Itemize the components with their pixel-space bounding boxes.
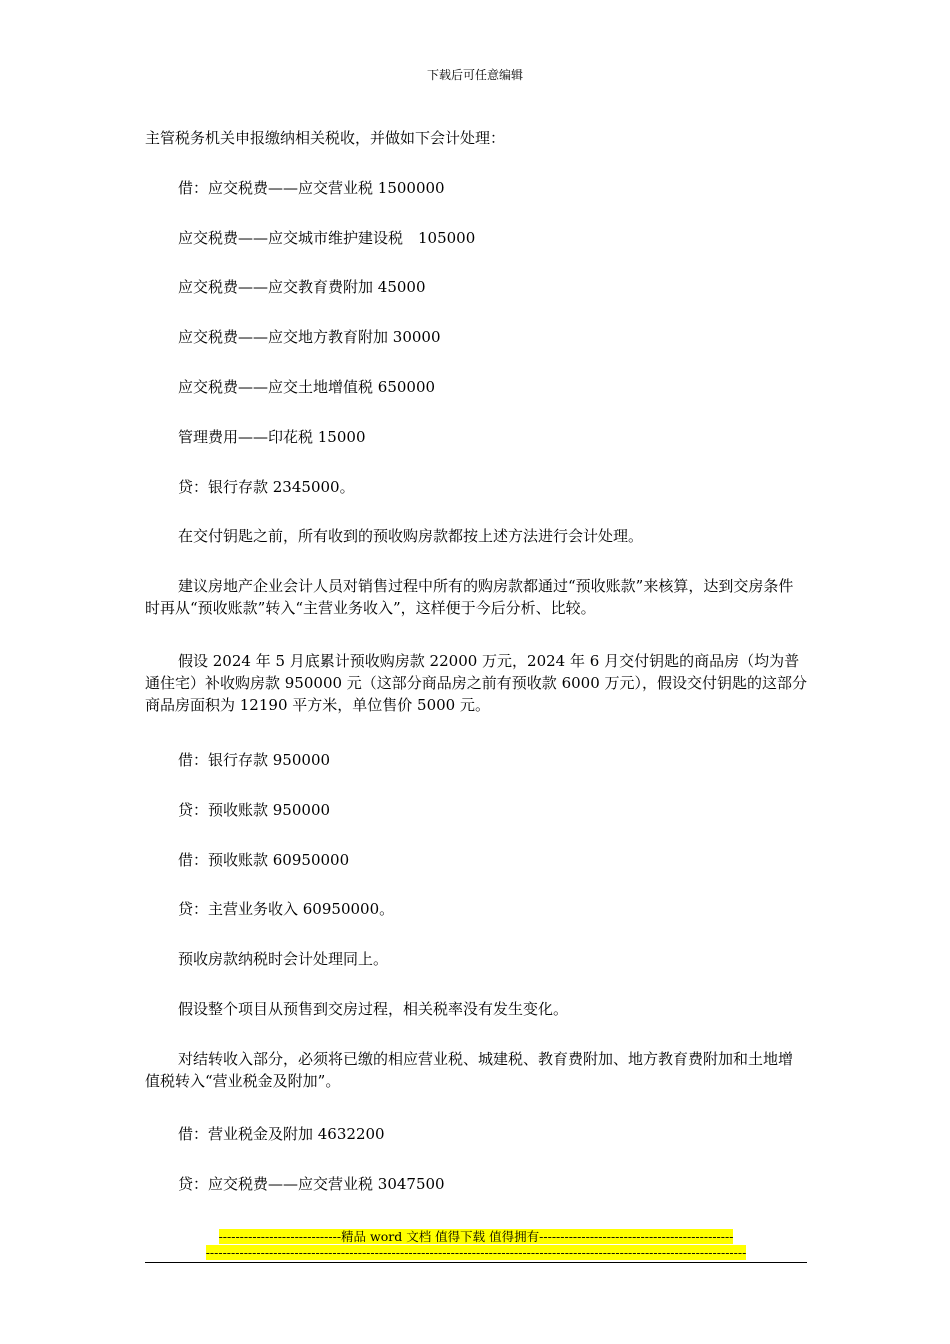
journal-line: 应交税费——应交教育费附加 45000 bbox=[178, 278, 426, 296]
journal-line: 贷：主营业务收入 60950000。 bbox=[178, 900, 395, 918]
page-header: 下载后可任意编辑 bbox=[426, 68, 523, 82]
journal-line: 应交税费——应交地方教育附加 30000 bbox=[178, 328, 441, 346]
paragraph: 假设 2024 年 5 月底累计预收购房款 22000 万元，2024 年 6 月交付钥匙的商品房（均为普通住宅）补收购房款 950000 元（这部分商品房之前有预收款 6000 万元），假设交付钥匙的这部分商品房面积为 12190 平方米，单位售价 5000 元。 bbox=[145, 652, 808, 714]
journal-line: 贷：应交税费——应交营业税 3047500 bbox=[178, 1175, 445, 1193]
paragraph: 在交付钥匙之前，所有收到的预收购房款都按上述方法进行会计处理。 bbox=[178, 527, 644, 545]
journal-line: 借：银行存款 950000 bbox=[178, 751, 331, 769]
paragraph: 预收房款纳税时会计处理同上。 bbox=[178, 950, 389, 968]
paragraph: 主管税务机关申报缴纳相关税收，并做如下会计处理： bbox=[145, 129, 506, 147]
paragraph: 对结转收入部分，必须将已缴的相应营业税、城建税、教育费附加、地方教育费附加和土地增值税转入“营业税金及附加”。 bbox=[145, 1050, 794, 1090]
paragraph: 假设整个项目从预售到交房过程，相关税率没有发生变化。 bbox=[178, 1000, 569, 1018]
journal-line: 应交税费——应交土地增值税 650000 bbox=[178, 378, 436, 396]
journal-line: 借：应交税费——应交营业税 1500000 bbox=[178, 179, 445, 197]
footer-rule bbox=[145, 1262, 807, 1263]
journal-line: 借：预收账款 60950000 bbox=[178, 851, 350, 869]
footer-banner bbox=[145, 1229, 807, 1261]
journal-line: 贷：预收账款 950000 bbox=[178, 801, 331, 819]
paragraph: 建议房地产企业会计人员对销售过程中所有的购房款都通过“预收账款”来核算，达到交房条件时再从“预收账款”转入“主营业务收入”，这样便于今后分析、比较。 bbox=[145, 577, 794, 617]
journal-line: 贷：银行存款 2345000。 bbox=[178, 478, 355, 496]
journal-line: 管理费用——印花税 15000 bbox=[178, 428, 366, 446]
footer-line-1: -----------------------------精品 word 文档 值得下载 值得拥有---------------------------------------------- bbox=[218, 1229, 734, 1244]
journal-line: 应交税费——应交城市维护建设税 105000 bbox=[178, 229, 476, 247]
footer-line-2: -------------------------------------------------------------------------------------------------------------------------------- bbox=[205, 1245, 747, 1260]
journal-line: 借：营业税金及附加 4632200 bbox=[178, 1125, 385, 1143]
